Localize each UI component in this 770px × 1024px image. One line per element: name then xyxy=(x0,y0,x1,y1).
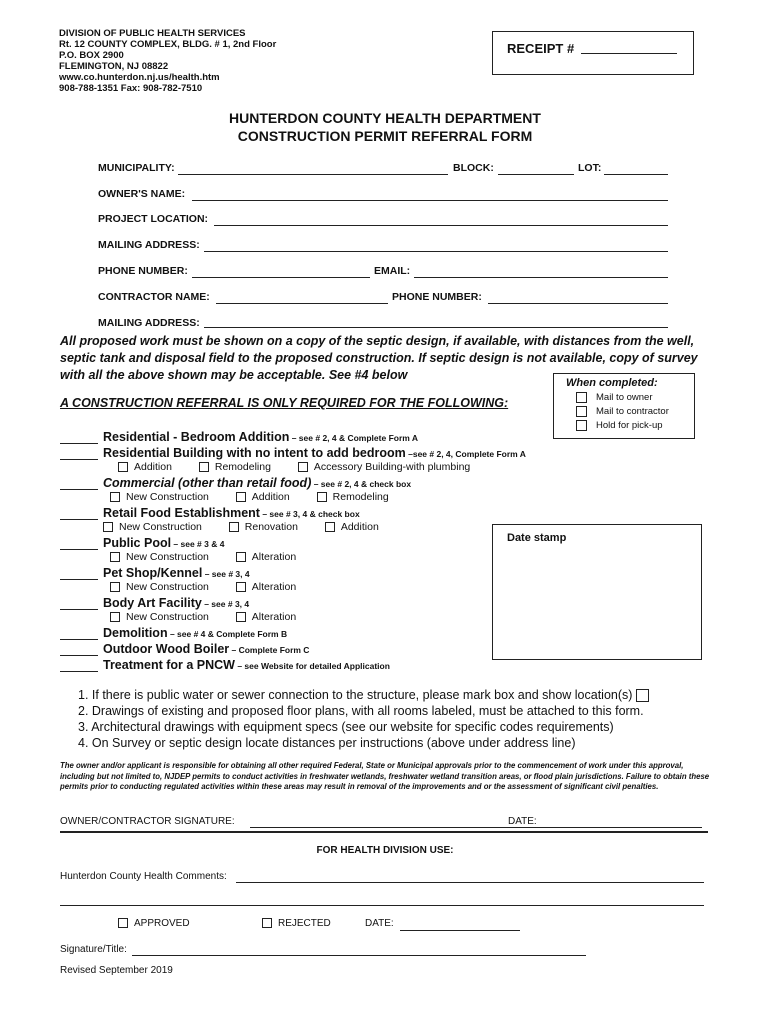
sub-option[interactable]: Renovation xyxy=(229,521,298,533)
category-blank[interactable] xyxy=(60,459,98,460)
category-name: Body Art Facility xyxy=(103,596,202,610)
date-stamp-box xyxy=(492,524,702,660)
header-line: DIVISION OF PUBLIC HEALTH SERVICES xyxy=(59,28,246,39)
email-label: EMAIL: xyxy=(374,265,411,277)
sub-option[interactable]: Alteration xyxy=(236,581,296,593)
water-sewer-checkbox[interactable] xyxy=(636,689,649,702)
sub-option[interactable]: Addition xyxy=(236,491,290,503)
health-division-heading: FOR HEALTH DIVISION USE: xyxy=(316,845,454,856)
page-title: HUNTERDON COUNTY HEALTH DEPARTMENT xyxy=(229,110,541,126)
municipality-field[interactable] xyxy=(178,174,448,175)
sub-option[interactable]: New Construction xyxy=(110,581,209,593)
double-divider xyxy=(60,831,708,833)
category-pncw xyxy=(60,658,500,674)
checkbox[interactable] xyxy=(262,918,272,928)
category-note: –see # 2, 4, Complete Form A xyxy=(405,449,526,459)
approved-option[interactable]: APPROVED xyxy=(118,918,190,929)
checkbox[interactable] xyxy=(118,918,128,928)
category-name: Residential - Bedroom Addition xyxy=(103,430,290,444)
checkbox[interactable] xyxy=(576,406,587,417)
receipt-label: RECEIPT # xyxy=(507,41,575,56)
contractor-row xyxy=(98,291,668,307)
category-name: Public Pool xyxy=(103,536,172,550)
category-blank[interactable] xyxy=(60,519,98,520)
category-residential-no-bedroom xyxy=(60,446,526,476)
category-blank[interactable] xyxy=(60,609,98,610)
category-residential-bedroom xyxy=(60,430,500,446)
category-pet-shop xyxy=(60,566,500,596)
sub-option[interactable]: New Construction xyxy=(110,551,209,563)
sub-option[interactable]: Accessory Building-with plumbing xyxy=(298,461,470,473)
instruction-item: 1. If there is public water or sewer connection to the structure, please mark box and show location(s) xyxy=(78,687,718,703)
signature-label: OWNER/CONTRACTOR SIGNATURE: xyxy=(60,816,235,827)
comments-label: Hunterdon County Health Comments: xyxy=(60,871,227,882)
date-stamp-label: Date stamp xyxy=(507,532,567,544)
category-name: Pet Shop/Kennel xyxy=(103,566,203,580)
signature-date-label: DATE: xyxy=(508,816,537,827)
category-note: – see # 3, 4 xyxy=(201,599,250,609)
category-public-pool xyxy=(60,536,500,566)
sub-option[interactable]: New Construction xyxy=(110,611,209,623)
page-subtitle: CONSTRUCTION PERMIT REFERRAL FORM xyxy=(237,128,533,144)
signature-field[interactable] xyxy=(250,827,560,828)
mailing-address-label: MAILING ADDRESS: xyxy=(98,239,200,251)
sub-option[interactable]: New Construction xyxy=(103,521,202,533)
category-blank[interactable] xyxy=(60,655,98,656)
mailing-address-row xyxy=(98,239,668,255)
instruction-item: 4. On Survey or septic design locate distances per instructions (above under address line) xyxy=(78,736,576,750)
category-note: – Complete Form C xyxy=(229,645,310,655)
agency-address xyxy=(59,28,276,94)
header-line: 908-788-1351 Fax: 908-782-7510 xyxy=(59,83,203,94)
block-field[interactable] xyxy=(498,174,574,175)
when-completed-title: When completed: xyxy=(566,377,658,389)
sub-option[interactable]: Alteration xyxy=(236,611,296,623)
phone-email-row xyxy=(98,265,668,281)
septic-instructions: All proposed work must be shown on a copy of the septic design, if available, with distances from the well, septic tank and disposal field to the proposed construction. If septic design is not available, copy of survey with all the above shown may be acceptable. See #4 below xyxy=(60,334,698,382)
category-retail-food xyxy=(60,506,500,536)
category-note: – see # 3, 4 xyxy=(202,569,250,579)
checkbox[interactable] xyxy=(576,392,587,403)
sub-option[interactable]: New Construction xyxy=(110,491,209,503)
category-note: – see Website for detailed Application xyxy=(234,661,390,671)
category-name: Commercial (other than retail food) xyxy=(103,476,312,490)
category-name: Outdoor Wood Boiler xyxy=(103,642,230,656)
receipt-box xyxy=(492,31,694,75)
sub-option[interactable]: Addition xyxy=(325,521,379,533)
header-line: FLEMINGTON, NJ 08822 xyxy=(59,61,169,72)
mail-to-contractor-option[interactable]: Mail to contractor xyxy=(576,406,669,417)
header-line: P.O. BOX 2900 xyxy=(59,50,124,61)
signature-date-field[interactable] xyxy=(542,827,702,828)
phone-field[interactable] xyxy=(192,277,370,278)
construction-heading: A CONSTRUCTION REFERRAL IS ONLY REQUIRED FOR THE FOLLOWING: xyxy=(60,396,509,410)
decision-date-label: DATE: xyxy=(365,918,394,929)
owner-field[interactable] xyxy=(192,200,668,201)
signature-title-label: Signature/Title: xyxy=(60,944,127,955)
mail-to-owner-option[interactable]: Mail to owner xyxy=(576,392,653,403)
category-blank[interactable] xyxy=(60,443,98,444)
email-field[interactable] xyxy=(414,277,668,278)
category-note: – see # 2, 4 & check box xyxy=(311,479,412,489)
contractor-field[interactable] xyxy=(216,303,388,304)
contractor-mailing-field[interactable] xyxy=(204,327,668,328)
legal-disclaimer: The owner and/or applicant is responsible for obtaining all other required Federal, State or Municipal approvals prior to the commencement of work under this approval, including but not limited to, NJDEP permits to conduct activities in freshwater wetlands, freshwater wetland transition areas, or flood plain jurisdictions. Failure to obtain these permits prior to conducting regulated activities within these areas may result in removal of the improvements and or the assessment of significant civil penalties. xyxy=(60,761,710,791)
when-completed-box xyxy=(553,373,695,439)
project-location-row xyxy=(98,213,668,229)
category-note: – see # 3, 4 & check box xyxy=(259,509,360,519)
sub-option[interactable]: Remodeling xyxy=(199,461,271,473)
category-name: Residential Building with no intent to add bedroom xyxy=(103,446,406,460)
category-body-art xyxy=(60,596,500,626)
category-blank[interactable] xyxy=(60,639,98,640)
category-name: Treatment for a PNCW xyxy=(103,658,235,672)
project-location-field[interactable] xyxy=(214,225,668,226)
category-blank[interactable] xyxy=(60,549,98,550)
mailing-address-field[interactable] xyxy=(204,251,668,252)
contractor-phone-field[interactable] xyxy=(488,303,668,304)
contractor-phone-label: PHONE NUMBER: xyxy=(392,291,482,303)
decision-date-field[interactable] xyxy=(400,930,520,931)
sub-option[interactable]: Alteration xyxy=(236,551,296,563)
signature-title-field[interactable] xyxy=(132,955,586,956)
instruction-item: 3. Architectural drawings with equipment specs (see our website for specific codes requirements) xyxy=(78,720,614,734)
header-line: www.co.hunterdon.nj.us/health.htm xyxy=(59,72,220,83)
lot-field[interactable] xyxy=(604,174,668,175)
category-name: Demolition xyxy=(103,626,168,640)
category-blank[interactable] xyxy=(60,489,98,490)
contractor-mailing-label: MAILING ADDRESS: xyxy=(98,317,200,329)
category-blank[interactable] xyxy=(60,671,98,672)
header-line: Rt. 12 COUNTY COMPLEX, BLDG. # 1, 2nd Floor xyxy=(59,39,277,50)
project-location-label: PROJECT LOCATION: xyxy=(98,213,209,225)
contractor-mailing-row xyxy=(98,317,668,333)
instruction-item: 2. Drawings of existing and proposed floor plans, with all rooms labeled, must be attached to this form. xyxy=(78,704,644,718)
category-blank[interactable] xyxy=(60,579,98,580)
municipality-label: MUNICIPALITY: xyxy=(98,162,175,174)
sub-option[interactable]: Addition xyxy=(118,461,172,473)
category-note: – see # 4 & Complete Form B xyxy=(167,629,288,639)
sub-option[interactable]: Remodeling xyxy=(317,491,389,503)
receipt-number-field[interactable] xyxy=(581,53,677,54)
comments-field-line2[interactable] xyxy=(60,905,704,906)
category-note: – see # 2, 4 & Complete Form A xyxy=(289,433,419,443)
hold-for-pickup-option[interactable]: Hold for pick-up xyxy=(576,420,663,431)
owner-row xyxy=(98,188,668,204)
rejected-option[interactable]: REJECTED xyxy=(262,918,331,929)
owner-label: OWNER'S NAME: xyxy=(98,188,186,200)
category-wood-boiler xyxy=(60,642,500,658)
revision-date: Revised September 2019 xyxy=(60,965,173,976)
category-name: Retail Food Establishment xyxy=(103,506,260,520)
phone-label: PHONE NUMBER: xyxy=(98,265,188,277)
numbered-instructions xyxy=(78,687,718,751)
comments-field[interactable] xyxy=(236,882,704,883)
category-demolition xyxy=(60,626,500,642)
checkbox[interactable] xyxy=(576,420,587,431)
category-note: – see # 3 & 4 xyxy=(171,539,225,549)
municipality-row xyxy=(98,162,668,178)
category-commercial xyxy=(60,476,500,506)
lot-label: LOT: xyxy=(578,162,602,174)
block-label: BLOCK: xyxy=(453,162,494,174)
contractor-label: CONTRACTOR NAME: xyxy=(98,291,210,303)
